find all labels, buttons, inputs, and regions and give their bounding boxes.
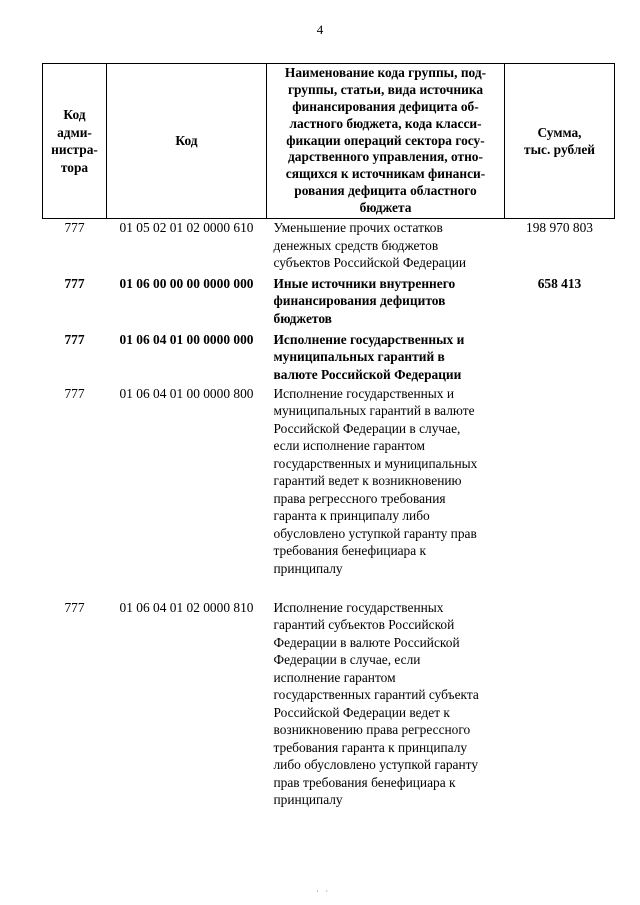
table-row	[43, 385, 615, 599]
row-amount: 198 970 803	[526, 220, 593, 235]
header-code	[107, 64, 267, 219]
row-name-text: Уменьшение прочих остатков денежных средств бюджетов субъектов Российской Федерации	[273, 220, 467, 270]
row-admin-code: 777	[64, 385, 85, 401]
row-code: 01 06 04 01 00 0000 800	[119, 385, 254, 401]
header-name	[267, 64, 505, 219]
row-name-text: Исполнение государственных и муниципальных гарантий в валюте Российской Федерации	[273, 331, 465, 382]
row-name	[267, 331, 505, 385]
header-amount-text: Сумма, тыс. рублей	[524, 124, 595, 157]
row-amount	[505, 331, 615, 385]
table-header	[43, 64, 615, 219]
page-footer-mark: · ·	[316, 886, 331, 896]
row-code: 01 06 00 00 00 0000 000	[119, 275, 254, 291]
row-name-text: Иные источники внутреннего финансирования дефицитов бюджетов	[273, 275, 456, 326]
header-code-text: Код	[175, 133, 198, 149]
header-amount	[505, 64, 615, 219]
table-row	[43, 599, 615, 815]
header-name-text: Наименование кода группы, под- группы, статьи, вида источника финансирования дефицита об- ластного бюджета, кода класси- фикации операций сектора госу- дарственного управления, отно- сящихся к источникам финанси- рования дефицита областного бюджета	[284, 65, 487, 215]
table-row	[43, 219, 615, 275]
row-admin-code: 777	[64, 599, 85, 615]
row-name-text: Исполнение государственных гарантий субъектов Российской Федерации в валюте Российской Федерации в случае, если исполнение гарантом государственных гарантий субъекта Российской Федерации ведет к возникновению права регрессного требования гаранта к принципалу либо обусловлено уступкой гаранту прав требования бенефициара к принципалу	[273, 599, 479, 807]
row-admin-code: 777	[64, 331, 85, 347]
header-admin-code-text: Код адми- нистра- тора	[51, 107, 98, 175]
row-admin-code: 777	[64, 275, 85, 291]
row-code: 01 06 04 01 02 0000 810	[119, 599, 254, 615]
row-name	[267, 599, 505, 815]
header-row	[43, 64, 615, 219]
row-amount	[505, 385, 615, 599]
page-number: 4	[316, 22, 324, 37]
row-code: 01 05 02 01 02 0000 610	[119, 220, 254, 235]
row-name	[267, 219, 505, 275]
row-admin-code: 777	[64, 220, 85, 235]
row-name-text: Исполнение государственных и муниципальных гарантий в валюте Российской Федерации в случае, если исполнение гарантом государственных и муниципальных гарантий ведет к возникновению права регрессного требования гаранта к принципалу либо обусловлено уступкой гаранту прав требования бенефициара к принципалу	[273, 385, 478, 576]
row-name	[267, 275, 505, 331]
row-amount	[505, 599, 615, 815]
header-admin-code	[43, 64, 107, 219]
row-name	[267, 385, 505, 599]
table-row	[43, 275, 615, 331]
row-code: 01 06 04 01 00 0000 000	[119, 331, 254, 347]
row-amount: 658 413	[537, 275, 582, 291]
table-row	[43, 331, 615, 385]
sources-financing-table	[42, 63, 615, 815]
table-body	[43, 219, 615, 815]
